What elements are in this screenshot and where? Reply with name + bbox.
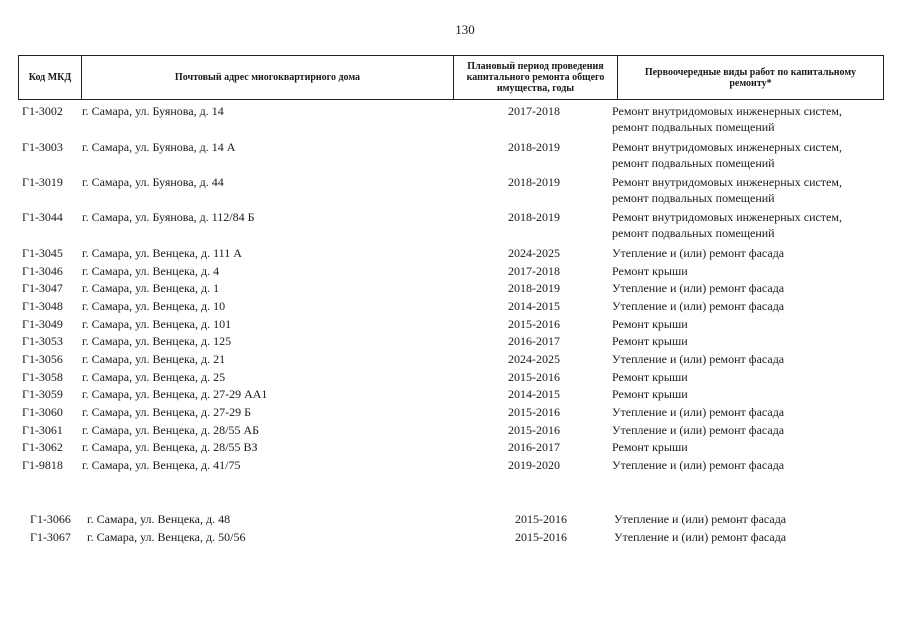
row-address: г. Самара, ул. Венцека, д. 28/55 ВЗ [82, 440, 258, 454]
row-period: 2024-2025 [508, 352, 560, 366]
page-number: 130 [455, 22, 475, 37]
row-period: 2018-2019 [508, 210, 560, 224]
row-code: Г1-3062 [22, 440, 63, 454]
row-period: 2019-2020 [508, 458, 560, 472]
row-code: Г1-3046 [22, 264, 63, 278]
row-address: г. Самара, ул. Буянова, д. 112/84 Б [82, 210, 255, 224]
row-period: 2018-2019 [508, 175, 560, 189]
row-works [612, 351, 882, 367]
row-code: Г1-3045 [22, 246, 63, 260]
row-works-line: Утепление и (или) ремонт фасада [612, 405, 785, 419]
row-period: 2017-2018 [508, 104, 560, 118]
row-address: г. Самара, ул. Венцека, д. 50/56 [87, 530, 246, 544]
row-address: г. Самара, ул. Венцека, д. 41/75 [82, 458, 241, 472]
row-period: 2017-2018 [508, 264, 560, 278]
row-works-line: Ремонт внутридомовых инженерных систем, [612, 140, 842, 154]
row-code: Г1-3019 [22, 175, 63, 189]
row-address: г. Самара, ул. Венцека, д. 125 [82, 334, 232, 348]
row-code: Г1-3067 [30, 530, 71, 544]
row-works [612, 103, 882, 135]
row-code: Г1-3002 [22, 104, 63, 118]
row-works-line: Утепление и (или) ремонт фасада [612, 299, 785, 313]
table-header [18, 55, 884, 100]
row-works [612, 386, 882, 402]
row-works [612, 245, 882, 261]
row-code: Г1-3060 [22, 405, 63, 419]
row-code: Г1-3061 [22, 423, 63, 437]
row-address: г. Самара, ул. Венцека, д. 1 [82, 281, 220, 295]
row-address: г. Самара, ул. Буянова, д. 44 [82, 175, 224, 189]
row-address: г. Самара, ул. Венцека, д. 21 [82, 352, 226, 366]
row-works-line: Ремонт крыши [612, 334, 688, 348]
row-period: 2015-2016 [508, 405, 560, 419]
row-period: 2014-2015 [508, 299, 560, 313]
row-address: г. Самара, ул. Венцека, д. 111 А [82, 246, 242, 260]
row-works-line: Ремонт внутридомовых инженерных систем, [612, 104, 842, 118]
row-period: 2018-2019 [508, 140, 560, 154]
row-works [612, 422, 882, 438]
row-works-line: Утепление и (или) ремонт фасада [612, 352, 785, 366]
row-works-line: Ремонт крыши [612, 440, 688, 454]
row-works-line: Ремонт крыши [612, 370, 688, 384]
row-address: г. Самара, ул. Венцека, д. 101 [82, 317, 232, 331]
row-works-line: ремонт подвальных помещений [612, 226, 775, 240]
row-address: г. Самара, ул. Венцека, д. 4 [82, 264, 220, 278]
row-period: 2015-2016 [508, 370, 560, 384]
row-works-line: Утепление и (или) ремонт фасада [612, 246, 785, 260]
row-works-line: Утепление и (или) ремонт фасада [614, 512, 787, 526]
row-works [612, 439, 882, 455]
row-works-line: Утепление и (или) ремонт фасада [612, 458, 785, 472]
row-code: Г1-9818 [22, 458, 63, 472]
row-address: г. Самара, ул. Буянова, д. 14 А [82, 140, 236, 154]
row-code: Г1-3059 [22, 387, 63, 401]
row-code: Г1-3003 [22, 140, 63, 154]
row-works-line: ремонт подвальных помещений [612, 120, 775, 134]
row-works [612, 280, 882, 296]
row-works [614, 529, 884, 545]
row-address: г. Самара, ул. Венцека, д. 27-29 Б [82, 405, 251, 419]
header-address: Почтовый адрес многоквартирного дома [81, 56, 453, 99]
row-works-line: Утепление и (или) ремонт фасада [612, 281, 785, 295]
row-works-line: Ремонт крыши [612, 264, 688, 278]
row-address: г. Самара, ул. Буянова, д. 14 [82, 104, 224, 118]
row-works [612, 316, 882, 332]
row-code: Г1-3048 [22, 299, 63, 313]
row-code: Г1-3053 [22, 334, 63, 348]
row-code: Г1-3056 [22, 352, 63, 366]
row-works [612, 298, 882, 314]
row-works-line: Ремонт внутридомовых инженерных систем, [612, 175, 842, 189]
row-period: 2015-2016 [508, 423, 560, 437]
row-works [612, 457, 882, 473]
row-code: Г1-3058 [22, 370, 63, 384]
row-address: г. Самара, ул. Венцека, д. 10 [82, 299, 226, 313]
row-code: Г1-3044 [22, 210, 63, 224]
row-period: 2016-2017 [508, 440, 560, 454]
row-works-line: Ремонт крыши [612, 387, 688, 401]
row-works [612, 263, 882, 279]
row-works [614, 511, 884, 527]
header-code: Код МКД [28, 72, 72, 83]
row-period: 2016-2017 [508, 334, 560, 348]
row-address: г. Самара, ул. Венцека, д. 48 [87, 512, 231, 526]
row-works-line: Утепление и (или) ремонт фасада [614, 530, 787, 544]
row-works-line: Утепление и (или) ремонт фасада [612, 423, 785, 437]
row-works-line: Ремонт внутридомовых инженерных систем, [612, 210, 842, 224]
row-works [612, 139, 882, 171]
row-works-line: ремонт подвальных помещений [612, 156, 775, 170]
row-period: 2018-2019 [508, 281, 560, 295]
row-period: 2015-2016 [515, 512, 567, 526]
row-period: 2024-2025 [508, 246, 560, 260]
row-period: 2015-2016 [515, 530, 567, 544]
row-works [612, 209, 882, 241]
row-address: г. Самара, ул. Венцека, д. 25 [82, 370, 226, 384]
row-works-line: ремонт подвальных помещений [612, 191, 775, 205]
row-address: г. Самара, ул. Венцека, д. 27-29 АА1 [82, 387, 268, 401]
row-works-line: Ремонт крыши [612, 317, 688, 331]
row-code: Г1-3066 [30, 512, 71, 526]
row-code: Г1-3049 [22, 317, 63, 331]
header-works: Первоочередные виды работ по капитальному ремонту* [617, 56, 883, 99]
row-works [612, 174, 882, 206]
header-period: Плановый период проведения капитального ремонта общего имущества, годы [453, 56, 617, 99]
row-period: 2014-2015 [508, 387, 560, 401]
row-address: г. Самара, ул. Венцека, д. 28/55 АБ [82, 423, 259, 437]
row-works [612, 369, 882, 385]
row-period: 2015-2016 [508, 317, 560, 331]
row-works [612, 404, 882, 420]
row-works [612, 333, 882, 349]
row-code: Г1-3047 [22, 281, 63, 295]
